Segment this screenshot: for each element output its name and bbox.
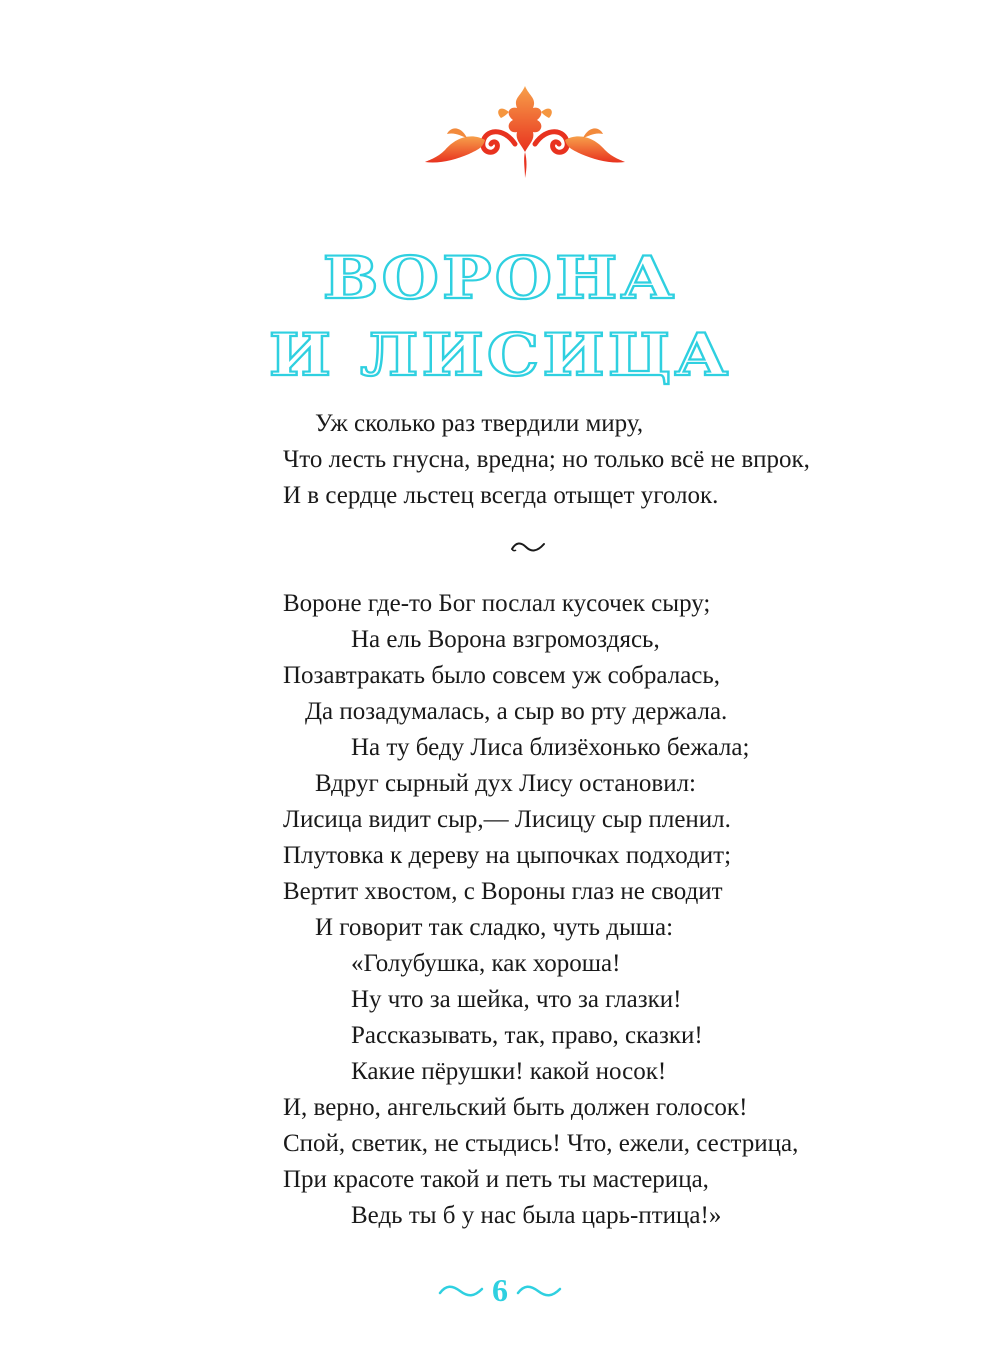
poem-line: «Голубушка, как хороша! [351, 950, 621, 977]
poem-line: Да позадумалась, а сыр во рту держала. [305, 698, 728, 725]
poem-line: На ту беду Лиса близёхонько бежала; [351, 734, 750, 761]
poem-line: Что лесть гнусна, вредна; но только всё не впрок, [283, 446, 810, 473]
poem-line: Позавтракать было совсем уж собралась, [283, 662, 721, 689]
poem-line: Ну что за шейка, что за глазки! [351, 986, 682, 1013]
poem-line: На ель Ворона взгромоздясь, [351, 626, 660, 653]
poem-line: Лисица видит сыр,— Лисицу сыр пленил. [283, 806, 731, 833]
poem-line: Ведь ты б у нас была царь-птица!» [351, 1202, 722, 1229]
poem-line: И, верно, ангельский быть должен голосок! [283, 1094, 748, 1121]
title-line-1: ВОРОНА [322, 243, 678, 313]
poem-line: И в сердце льстец всегда отыщет уголок. [283, 482, 719, 509]
poem-line: Плутовка к дереву на цыпочках подходит; [283, 842, 732, 869]
page-number-footer [0, 1272, 1000, 1309]
poem-line: Уж сколько раз твердили миру, [315, 410, 644, 437]
tilde-divider-icon [510, 540, 546, 554]
stanza-2 [283, 586, 798, 1234]
title-line-2: И ЛИСИЦА [268, 320, 732, 390]
poem-line: Вертит хвостом, с Вороны глаз не сводит [283, 878, 723, 905]
poem-line: Рассказывать, так, право, сказки! [351, 1022, 703, 1049]
poem-line: И говорит так сладко, чуть дыша: [315, 914, 674, 941]
floral-ornament-icon [425, 82, 625, 180]
poem-line: Спой, светик, не стыдись! Что, ежели, сестрица, [283, 1130, 799, 1157]
poem-line: При красоте такой и петь ты мастерица, [283, 1166, 709, 1193]
poem-line: Какие пёрушки! какой носок! [351, 1058, 667, 1085]
stanza-1 [283, 406, 810, 514]
right-swash-icon [516, 1283, 562, 1299]
left-swash-icon [438, 1283, 484, 1299]
poem-line: Вдруг сырный дух Лису остановил: [315, 770, 696, 797]
page-number: 6 [492, 1272, 508, 1308]
poem-line: Вороне где-то Бог послал кусочек сыру; [283, 590, 711, 617]
